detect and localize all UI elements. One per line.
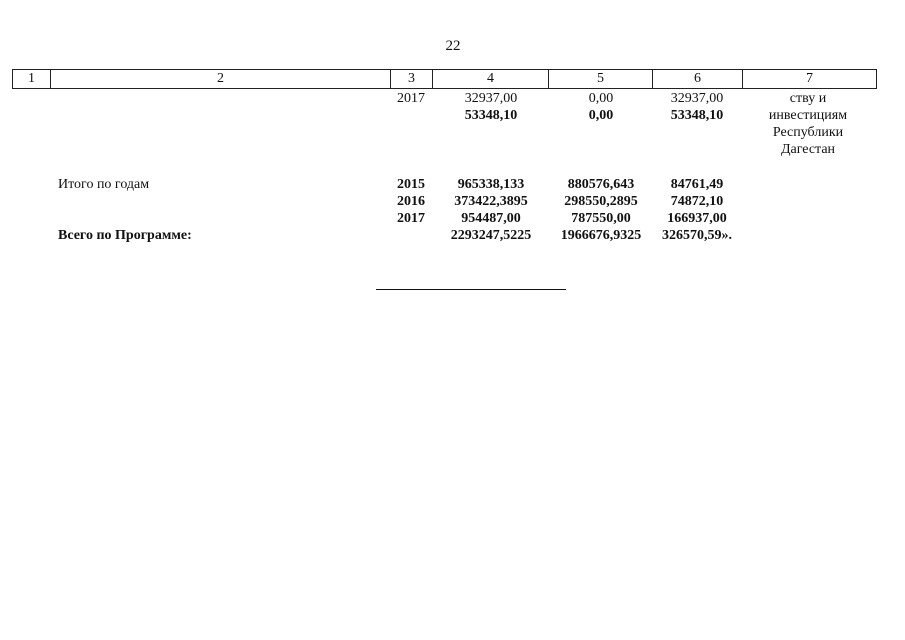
- end-divider: [376, 289, 566, 290]
- row-col6: 326570,59».: [662, 228, 732, 243]
- row-col6: 32937,00: [670, 91, 724, 106]
- row-col4: 954487,00: [461, 211, 521, 226]
- row-col4: 373422,3895: [454, 194, 528, 209]
- header-col-7: 7: [742, 70, 877, 88]
- row-col5: 0,00: [588, 108, 614, 123]
- col7-line: ству и: [789, 91, 827, 106]
- row-year: 2015: [397, 177, 425, 192]
- table-header-row: [12, 69, 877, 89]
- col7-line: Дагестан: [780, 142, 836, 157]
- header-col-1: 1: [12, 70, 50, 88]
- program-total-label: Всего по Программе:: [58, 228, 192, 243]
- header-col-3: 3: [390, 70, 432, 88]
- row-col5: 298550,2895: [564, 194, 638, 209]
- row-col6: 74872,10: [670, 194, 724, 209]
- row-year: 2017: [397, 91, 425, 106]
- col7-line: Республики: [772, 125, 844, 140]
- totals-by-year-label: Итого по годам: [58, 177, 150, 192]
- row-col6: 84761,49: [670, 177, 724, 192]
- row-year: 2017: [397, 211, 425, 226]
- row-col4: 2293247,5225: [450, 228, 532, 243]
- row-col6: 166937,00: [667, 211, 727, 226]
- page-number: 22: [445, 38, 461, 54]
- header-col-4: 4: [432, 70, 548, 88]
- header-col-2: 2: [50, 70, 390, 88]
- row-col5: 880576,643: [567, 177, 635, 192]
- header-col-5: 5: [548, 70, 652, 88]
- row-year: 2016: [397, 194, 425, 209]
- row-col5: 1966676,9325: [560, 228, 642, 243]
- row-col4: 965338,133: [457, 177, 525, 192]
- header-col-6: 6: [652, 70, 742, 88]
- row-col4: 53348,10: [464, 108, 518, 123]
- row-col6: 53348,10: [670, 108, 724, 123]
- row-col4: 32937,00: [464, 91, 518, 106]
- col7-line: инвестициям: [768, 108, 848, 123]
- row-col5: 787550,00: [571, 211, 631, 226]
- row-col5: 0,00: [588, 91, 614, 106]
